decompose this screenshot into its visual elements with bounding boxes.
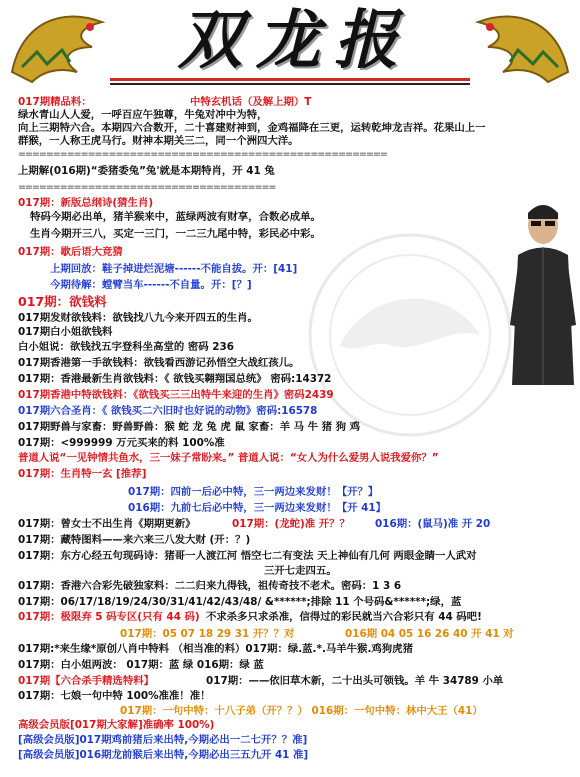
- text-line: 017期：曾女士不出生肖《期期更新》: [18, 518, 196, 530]
- text-line: 向上三期特六合。本期四六合数开，二十喜建财神到，金鸡福降在三更，运转乾坤龙吉祥。花果山上一: [18, 122, 486, 134]
- text-line: 017期：藏特图料——来六来三八发大财 (开：？): [18, 534, 251, 546]
- text-line: 017期【六合杀手精选特料】: [18, 675, 154, 687]
- text-line: 017期：东方心经五句现码诗：猪哥一人渡江河 悟空七二有变法 天上神仙有几何 两眼金睛一人武对: [18, 550, 477, 562]
- text-line: 017期：05 07 18 29 31 开？？对: [120, 628, 295, 640]
- man-portrait-icon: [508, 195, 578, 390]
- text-line: 017期：——依旧草木新，二十出头可领钱。羊 牛 34789 小单: [206, 675, 504, 687]
- background-dragon-seal-icon: [300, 225, 520, 445]
- title-underline-dark: [110, 83, 470, 85]
- text-line: 017期白小姐欲钱料: [18, 326, 113, 338]
- text-line: 特码今期必出单，猪羊猴来中，蓝绿两波有财享，合数必成单。: [30, 211, 321, 223]
- text-line: 017期香港第一手欲钱料：欲钱看西游记孙悟空大战红孩儿。: [18, 357, 300, 369]
- text-line: 017期:*来生缘*原创八肖中特料 （相当准的料）017期：绿.蓝.*.马羊牛猴.鸡狗虎猪: [18, 643, 413, 655]
- text-line: 017期：一句中特：十八子弟（开？？） 016期：一句中特：林中大王（41）: [120, 705, 483, 717]
- text-line: 016期：(鼠马)准 开 20: [375, 518, 491, 530]
- text-line: 017期：新版总纲诗(猜生肖): [18, 197, 154, 209]
- text-line: 绿水青山人人爱，一呼百应午独尊，牛兔对冲中为特，: [18, 109, 268, 121]
- text-line: [高级会员版]016期龙前猴后来出特,今期必出三五九开 41 准]: [18, 749, 309, 761]
- text-line: 017期：香港六合彩先破独家料：二二归来九得钱，祖传奇技不老术。密码：1 3 6: [18, 580, 402, 592]
- text-line: 群猴，一人称王虎马行。财神本期关三二，同一个洲四大洋。: [18, 135, 299, 147]
- page-title: 双龙报: [178, 3, 412, 78]
- text-line: 高级会员版[017期大家解]准确率 100%): [18, 719, 215, 731]
- text-line: 017期六合圣肖：《 欲钱买二六旧时也好说的动物》密码:16578: [18, 405, 318, 417]
- text-line: 017期香港中特欲钱料：《欲钱买三三出特牛来迎的生肖》密码2439: [18, 389, 334, 401]
- text-line: 不求杀多只求杀准，信得过的彩民就当六合彩只有 44 码吧!: [206, 611, 482, 623]
- text-line: 016期 04 05 16 26 40 开 41 对: [345, 628, 514, 640]
- text-line: 017期：欲钱料: [18, 294, 107, 309]
- text-line: 017期：<999999 万元买来的料 100%准: [18, 437, 225, 449]
- text-line: 三开七走四五。: [264, 565, 337, 577]
- text-line: 017期发财欲钱料：欲钱找八九今来开四五的生肖。: [18, 312, 258, 324]
- text-line: 017期：香港最新生肖欲钱料：《 欲钱买翱翔国总统》 密码:14372: [18, 373, 332, 385]
- text-line: =====================================================: [18, 149, 387, 160]
- text-line: 017期：歇后语大竞猜: [18, 246, 123, 258]
- text-line: 017期野兽与家畜：野兽野兽：猴 蛇 龙 兔 虎 鼠 家畜：羊 马 牛 猪 狗 鸡: [18, 421, 361, 433]
- header: [0, 0, 580, 95]
- text-line: 上期解(016期)“委猪委兔”兔'就是本期特肖，开 41 兔: [18, 165, 275, 177]
- title-underline-red: [110, 78, 470, 81]
- text-line: [高级会员版]017期鸡前猪后来出特,今期必出一二七开？？准]: [18, 734, 308, 746]
- text-line: 今期待解：螳臂当车------不自量。开：[？]: [50, 279, 252, 291]
- text-line: 中特玄机话（及解上期）T: [190, 96, 312, 108]
- text-line: 017期：白小姐两波： 017期：蓝 绿 016期：绿 蓝: [18, 659, 264, 671]
- text-line: 白小姐说：欲钱找五字登科坐高堂的 密码 236: [18, 341, 234, 353]
- dragon-right-icon: [458, 2, 578, 87]
- text-line: 普道人说“一见钟情共鱼水，三一妹子常盼来。” 普道人说：“女人为什么爱男人说我爱你？”: [18, 452, 439, 464]
- text-line: 生肖今期开三八，买定一三门，一二三九尾中特，彩民必中彩。: [30, 228, 321, 240]
- text-line: 017期：极限弃 5 码专区(只有 44 码): [18, 611, 200, 623]
- text-line: 017期：四前一后必中特，三一两边来发财！【开？】: [128, 486, 379, 498]
- text-line: =====================================: [18, 182, 276, 193]
- dragon-left-icon: [2, 2, 122, 87]
- text-line: 017期：七娘一句中特 100%准准！准！: [18, 690, 211, 702]
- text-line: 017期：(龙蛇)准 开？？: [232, 518, 350, 530]
- text-line: 017期：生肖特一玄 [推荐]: [18, 468, 147, 480]
- text-line: 上期回放：鞋子掉进烂泥塘------不能自拔。开：[41]: [50, 263, 298, 275]
- text-line: 016期：九前七后必中特，三一两边来发财！【开 41】: [128, 502, 386, 514]
- text-line: 017期精品料：: [18, 96, 92, 108]
- text-line: 017期：06/17/18/19/24/30/31/41/42/43/48/ &******;排除 11 个号码&******;绿，蓝: [18, 596, 462, 608]
